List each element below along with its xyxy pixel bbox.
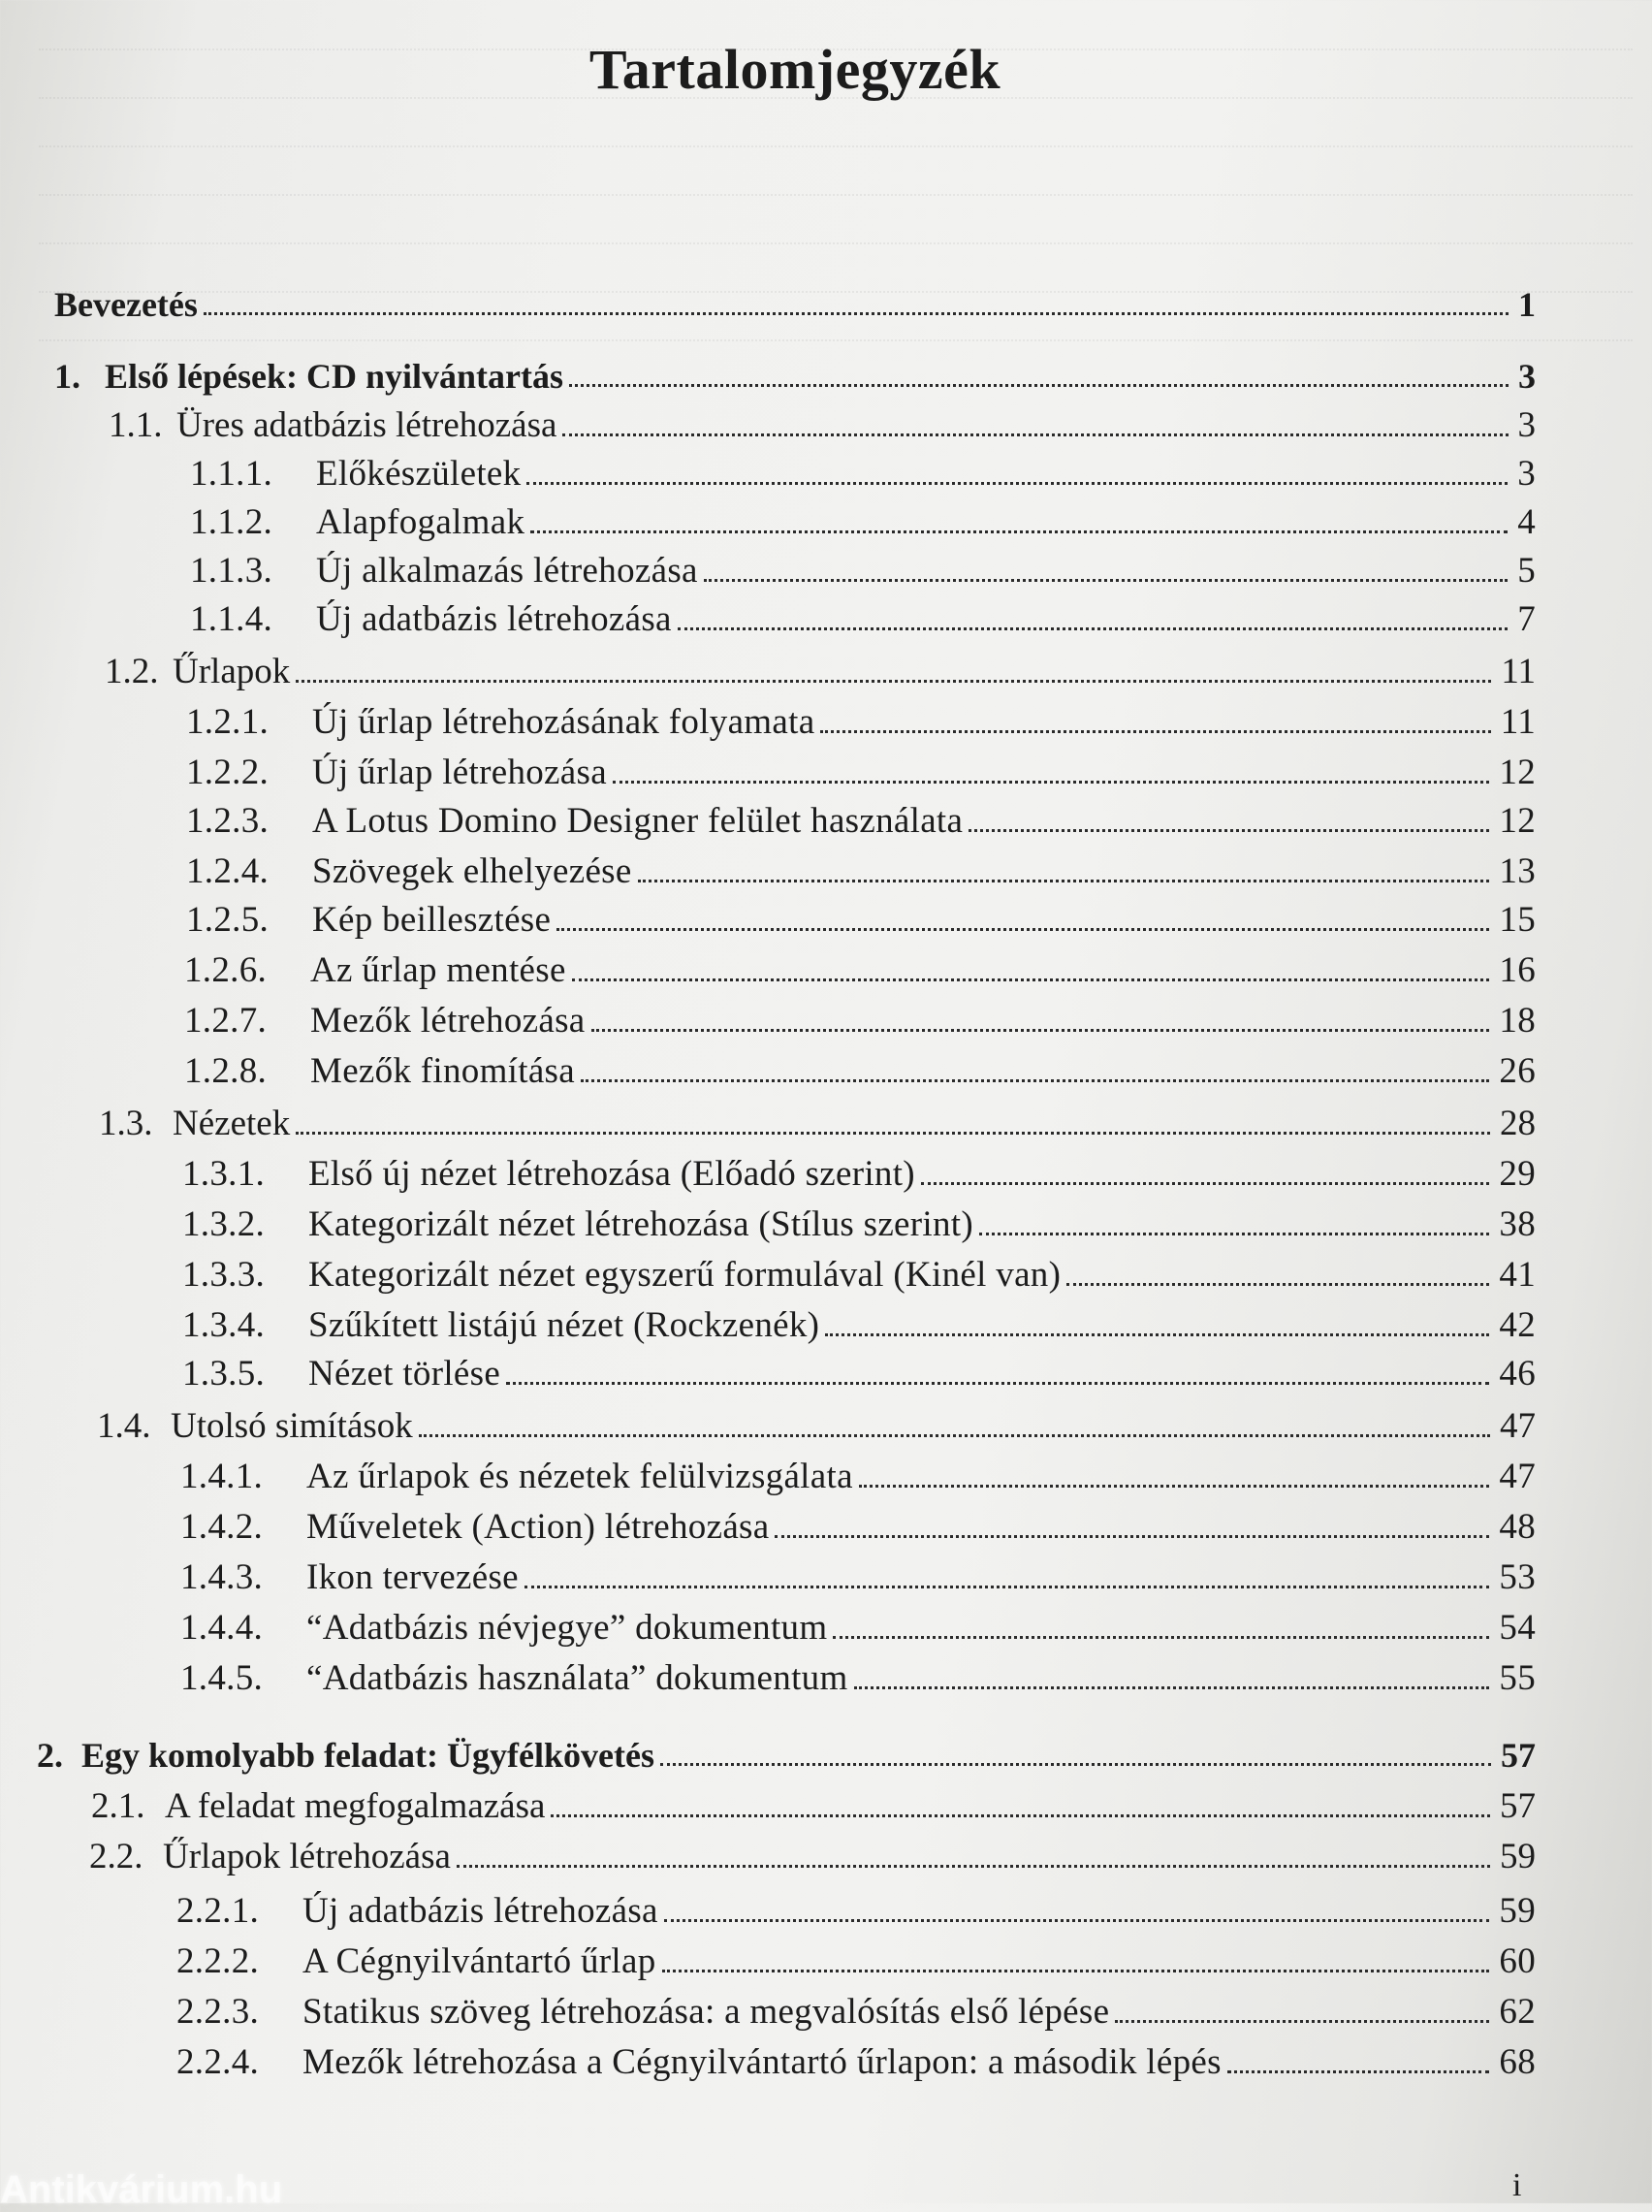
toc-label: A feladat megfogalmazása [165, 1786, 546, 1826]
toc-number: 1.4.1. [180, 1457, 264, 1496]
dot-leader [704, 578, 1508, 582]
toc-page-number: 12 [1499, 801, 1536, 841]
dot-leader [572, 978, 1490, 981]
toc-page-number: 3 [1517, 454, 1536, 494]
toc-number: 2.2.2. [176, 1941, 260, 1981]
watermark: Antikvárium.hu [0, 2168, 283, 2211]
toc-label: Az űrlapok és nézetek felülvizsgálata [306, 1457, 853, 1496]
toc-number: 1.1.4. [190, 599, 273, 639]
toc-entry-subsection[interactable] [186, 754, 1536, 790]
toc-entry-section[interactable] [109, 407, 1536, 443]
toc-label: Az űrlap mentése [310, 950, 566, 990]
toc-label: Első új nézet létrehozása (Előadó szerint) [308, 1154, 915, 1194]
toc-page-number: 54 [1499, 1608, 1536, 1648]
toc-page-number: 3 [1517, 405, 1536, 445]
toc-entry-subsection[interactable] [184, 1003, 1536, 1039]
toc-page-number: 13 [1499, 851, 1536, 891]
toc-page-number: 62 [1499, 1992, 1536, 2032]
toc-page-number: 12 [1499, 753, 1536, 792]
toc-page-number: 68 [1499, 2042, 1536, 2082]
toc-page-number: 29 [1499, 1154, 1536, 1194]
toc-number: 1.2.4. [186, 851, 270, 891]
dot-leader [979, 1232, 1489, 1235]
toc-label: Új űrlap létrehozása [312, 753, 607, 792]
toc-label: Nézetek [173, 1104, 291, 1143]
dot-leader [660, 1762, 1491, 1766]
toc-page-number: 26 [1499, 1051, 1536, 1091]
toc-page-number: 5 [1517, 551, 1536, 591]
toc-label: Új adatbázis létrehozása [302, 1891, 658, 1931]
toc-entry-subsection[interactable] [176, 1893, 1536, 1929]
dot-leader [1227, 2069, 1490, 2073]
dot-leader [581, 1078, 1489, 1082]
toc-page-number: 11 [1501, 652, 1536, 691]
toc-entry-section[interactable] [91, 1788, 1536, 1824]
toc-entry-subsection[interactable] [176, 2044, 1536, 2080]
toc-page-number: 57 [1500, 1786, 1536, 1826]
toc-page-number: 7 [1517, 599, 1536, 639]
toc-label: Új űrlap létrehozásának folyamata [312, 702, 815, 742]
toc-label: Műveletek (Action) létrehozása [306, 1507, 770, 1547]
dot-leader [530, 529, 1508, 533]
toc-entry-subsection[interactable] [180, 1559, 1536, 1595]
toc-entry-section[interactable] [105, 654, 1536, 689]
toc-page-number: 16 [1499, 950, 1536, 990]
dot-leader [854, 1685, 1490, 1689]
toc-entry-subsection[interactable] [190, 504, 1536, 540]
toc-page-number: 42 [1499, 1305, 1536, 1345]
dot-leader [296, 1131, 1490, 1135]
toc-number: 1.2.7. [184, 1001, 268, 1041]
toc-entry-subsection[interactable] [180, 1660, 1536, 1696]
toc-number: 1.1.1. [190, 454, 273, 494]
toc-page-number: 15 [1499, 900, 1536, 940]
toc-label: Utolsó simítások [171, 1406, 413, 1446]
toc-page-number: 57 [1501, 1736, 1536, 1775]
toc-number: 1.2.3. [186, 801, 270, 841]
toc-label: Szűkített listájú nézet (Rockzenék) [308, 1305, 820, 1345]
toc-label: Első lépések: CD nyilvántartás [105, 357, 564, 396]
toc-label: Egy komolyabb feladat: Ügyfélkövetés [81, 1736, 654, 1775]
dot-leader [296, 679, 1491, 683]
dot-leader [859, 1484, 1490, 1488]
toc-label: Kép beillesztése [312, 900, 552, 940]
toc-page-number: 59 [1499, 1891, 1536, 1931]
toc-label: Űrlapok [173, 652, 291, 691]
toc-entry-section[interactable] [89, 1839, 1536, 1875]
toc-page-number: 1 [1518, 285, 1536, 324]
toc-label: A Cégnyilvántartó űrlap [302, 1941, 656, 1981]
toc-entry-subsection[interactable] [184, 952, 1536, 988]
toc-number: 1.3.3. [182, 1255, 266, 1295]
toc-label: A Lotus Domino Designer felület használata [312, 801, 964, 841]
toc-label: Ikon tervezése [306, 1557, 519, 1597]
toc-page-number: 4 [1517, 502, 1536, 542]
toc-page-number: 46 [1499, 1354, 1536, 1394]
dot-leader [969, 828, 1489, 832]
toc-label: Új alkalmazás létrehozása [316, 551, 698, 591]
toc-label: “Adatbázis névjegye” dokumentum [306, 1608, 828, 1648]
toc-number: 2.2.4. [176, 2042, 260, 2082]
dot-leader [556, 927, 1489, 931]
toc-number: 1.3.2. [182, 1204, 266, 1244]
toc-page-number: 53 [1499, 1557, 1536, 1597]
dot-leader [551, 1813, 1490, 1817]
toc-label: “Adatbázis használata” dokumentum [306, 1658, 848, 1698]
dot-leader [1115, 2019, 1489, 2023]
toc-number: 1.1. [109, 405, 163, 445]
dot-leader [591, 1028, 1490, 1032]
toc-label: Nézet törlése [308, 1354, 501, 1394]
toc-page-number: 59 [1500, 1837, 1536, 1876]
toc-number: 1.4.4. [180, 1608, 264, 1648]
footer-page-number: i [1512, 2167, 1522, 2203]
toc-entry-section[interactable] [97, 1408, 1536, 1444]
toc-label: Alapfogalmak [316, 502, 525, 542]
dot-leader [526, 481, 1508, 485]
toc-label: Előkészületek [316, 454, 522, 494]
toc-number: 1.4.3. [180, 1557, 264, 1597]
dot-leader [664, 1918, 1490, 1922]
toc-number: 1.3.4. [182, 1305, 266, 1345]
toc-number: 2. [37, 1736, 63, 1775]
toc-page-number: 11 [1500, 702, 1536, 742]
toc-entry-chapter-1[interactable] [54, 359, 1536, 394]
toc-entry-subsection[interactable] [182, 1307, 1536, 1343]
toc-number: 2.2. [89, 1837, 143, 1876]
dot-leader [506, 1381, 1489, 1385]
toc-number: 2.2.3. [176, 1992, 260, 2032]
dot-leader [562, 433, 1508, 436]
dot-leader [638, 879, 1490, 882]
toc-entry-subsection[interactable] [180, 1610, 1536, 1646]
dot-leader [569, 383, 1509, 387]
toc-number: 1.2.1. [186, 702, 270, 742]
dot-leader [613, 780, 1489, 784]
toc-entry-subsection[interactable] [180, 1459, 1536, 1494]
dot-leader [524, 1585, 1490, 1588]
dot-leader [204, 311, 1509, 315]
toc-page-number: 60 [1499, 1941, 1536, 1981]
toc-page-number: 55 [1499, 1658, 1536, 1698]
toc-entry-subsection[interactable] [186, 902, 1536, 938]
toc-entry-subsection[interactable] [186, 704, 1536, 740]
toc-label: Kategorizált nézet egyszerű formulával (Kinél van) [308, 1255, 1062, 1295]
dot-leader [775, 1534, 1489, 1538]
toc-number: 1.1.3. [190, 551, 273, 591]
toc-number: 1.4. [97, 1406, 151, 1446]
toc-number: 1.2. [105, 652, 159, 691]
dot-leader [921, 1181, 1489, 1185]
toc-number: 2.2.1. [176, 1891, 260, 1931]
toc-entry-subsection[interactable] [182, 1356, 1536, 1392]
toc-entry-subsection[interactable] [176, 1943, 1536, 1979]
dot-leader [419, 1433, 1490, 1437]
toc-entry-subsection[interactable] [182, 1206, 1536, 1242]
toc-label: Statikus szöveg létrehozása: a megvalósítás első lépése [302, 1992, 1110, 2032]
toc-page-number: 18 [1499, 1001, 1536, 1041]
toc-label: Üres adatbázis létrehozása [176, 405, 557, 445]
toc-entry-subsection[interactable] [182, 1257, 1536, 1293]
toc-number: 1.4.2. [180, 1507, 264, 1547]
toc-label: Új adatbázis létrehozása [316, 599, 672, 639]
toc-entry-subsection[interactable] [190, 456, 1536, 492]
toc-entry-subsection[interactable] [176, 1994, 1536, 2030]
toc-number: 1.2.6. [184, 950, 268, 990]
toc-label: Mezők létrehozása a Cégnyilvántartó űrlapon: a második lépés [302, 2042, 1222, 2082]
toc-label: Szövegek elhelyezése [312, 851, 632, 891]
dot-leader [825, 1332, 1489, 1336]
toc-number: 1.2.2. [186, 753, 270, 792]
toc-label: Kategorizált nézet létrehozása (Stílus szerint) [308, 1204, 973, 1244]
toc-number: 1.3.1. [182, 1154, 266, 1194]
toc-entry-subsection[interactable] [184, 1053, 1536, 1089]
toc-page-number: 28 [1500, 1104, 1536, 1143]
toc-label: Mezők finomítása [310, 1051, 575, 1091]
toc-page-number: 38 [1499, 1204, 1536, 1244]
toc-entry-bevezetes[interactable] [54, 287, 1536, 322]
toc-number: 1.3.5. [182, 1354, 266, 1394]
dot-leader [820, 729, 1490, 733]
toc-page-number: 48 [1499, 1507, 1536, 1547]
toc-entry-section[interactable] [99, 1106, 1536, 1141]
toc-number: 1.2.5. [186, 900, 270, 940]
toc-entry-subsection[interactable] [186, 803, 1536, 839]
toc-page-number: 3 [1518, 357, 1536, 396]
toc-number: 1.3. [99, 1104, 153, 1143]
toc-entry-subsection[interactable] [182, 1156, 1536, 1192]
toc-entry-subsection[interactable] [186, 853, 1536, 889]
toc-number: 1.2.8. [184, 1051, 268, 1091]
dot-leader [678, 626, 1508, 630]
dot-leader [1066, 1282, 1489, 1286]
toc-label: Űrlapok létrehozása [163, 1837, 451, 1876]
toc-number: 1.1.2. [190, 502, 273, 542]
toc-number: 1.4.5. [180, 1658, 264, 1698]
toc-number: 2.1. [91, 1786, 145, 1826]
toc-page-number: 41 [1499, 1255, 1536, 1295]
page-title: Tartalomjegyzék [588, 38, 1001, 101]
toc-entry-subsection[interactable] [190, 553, 1536, 589]
toc-page-number: 47 [1500, 1406, 1536, 1446]
toc-label: Mezők létrehozása [310, 1001, 586, 1041]
toc-label: Bevezetés [54, 285, 198, 324]
dot-leader [662, 1969, 1490, 1972]
toc-entry-subsection[interactable] [180, 1509, 1536, 1545]
toc-number: 1. [54, 357, 80, 396]
dot-leader [833, 1635, 1489, 1639]
toc-entry-chapter-2[interactable] [37, 1738, 1536, 1773]
dot-leader [457, 1864, 1490, 1868]
toc-page-number: 47 [1499, 1457, 1536, 1496]
toc-entry-subsection[interactable] [190, 601, 1536, 637]
